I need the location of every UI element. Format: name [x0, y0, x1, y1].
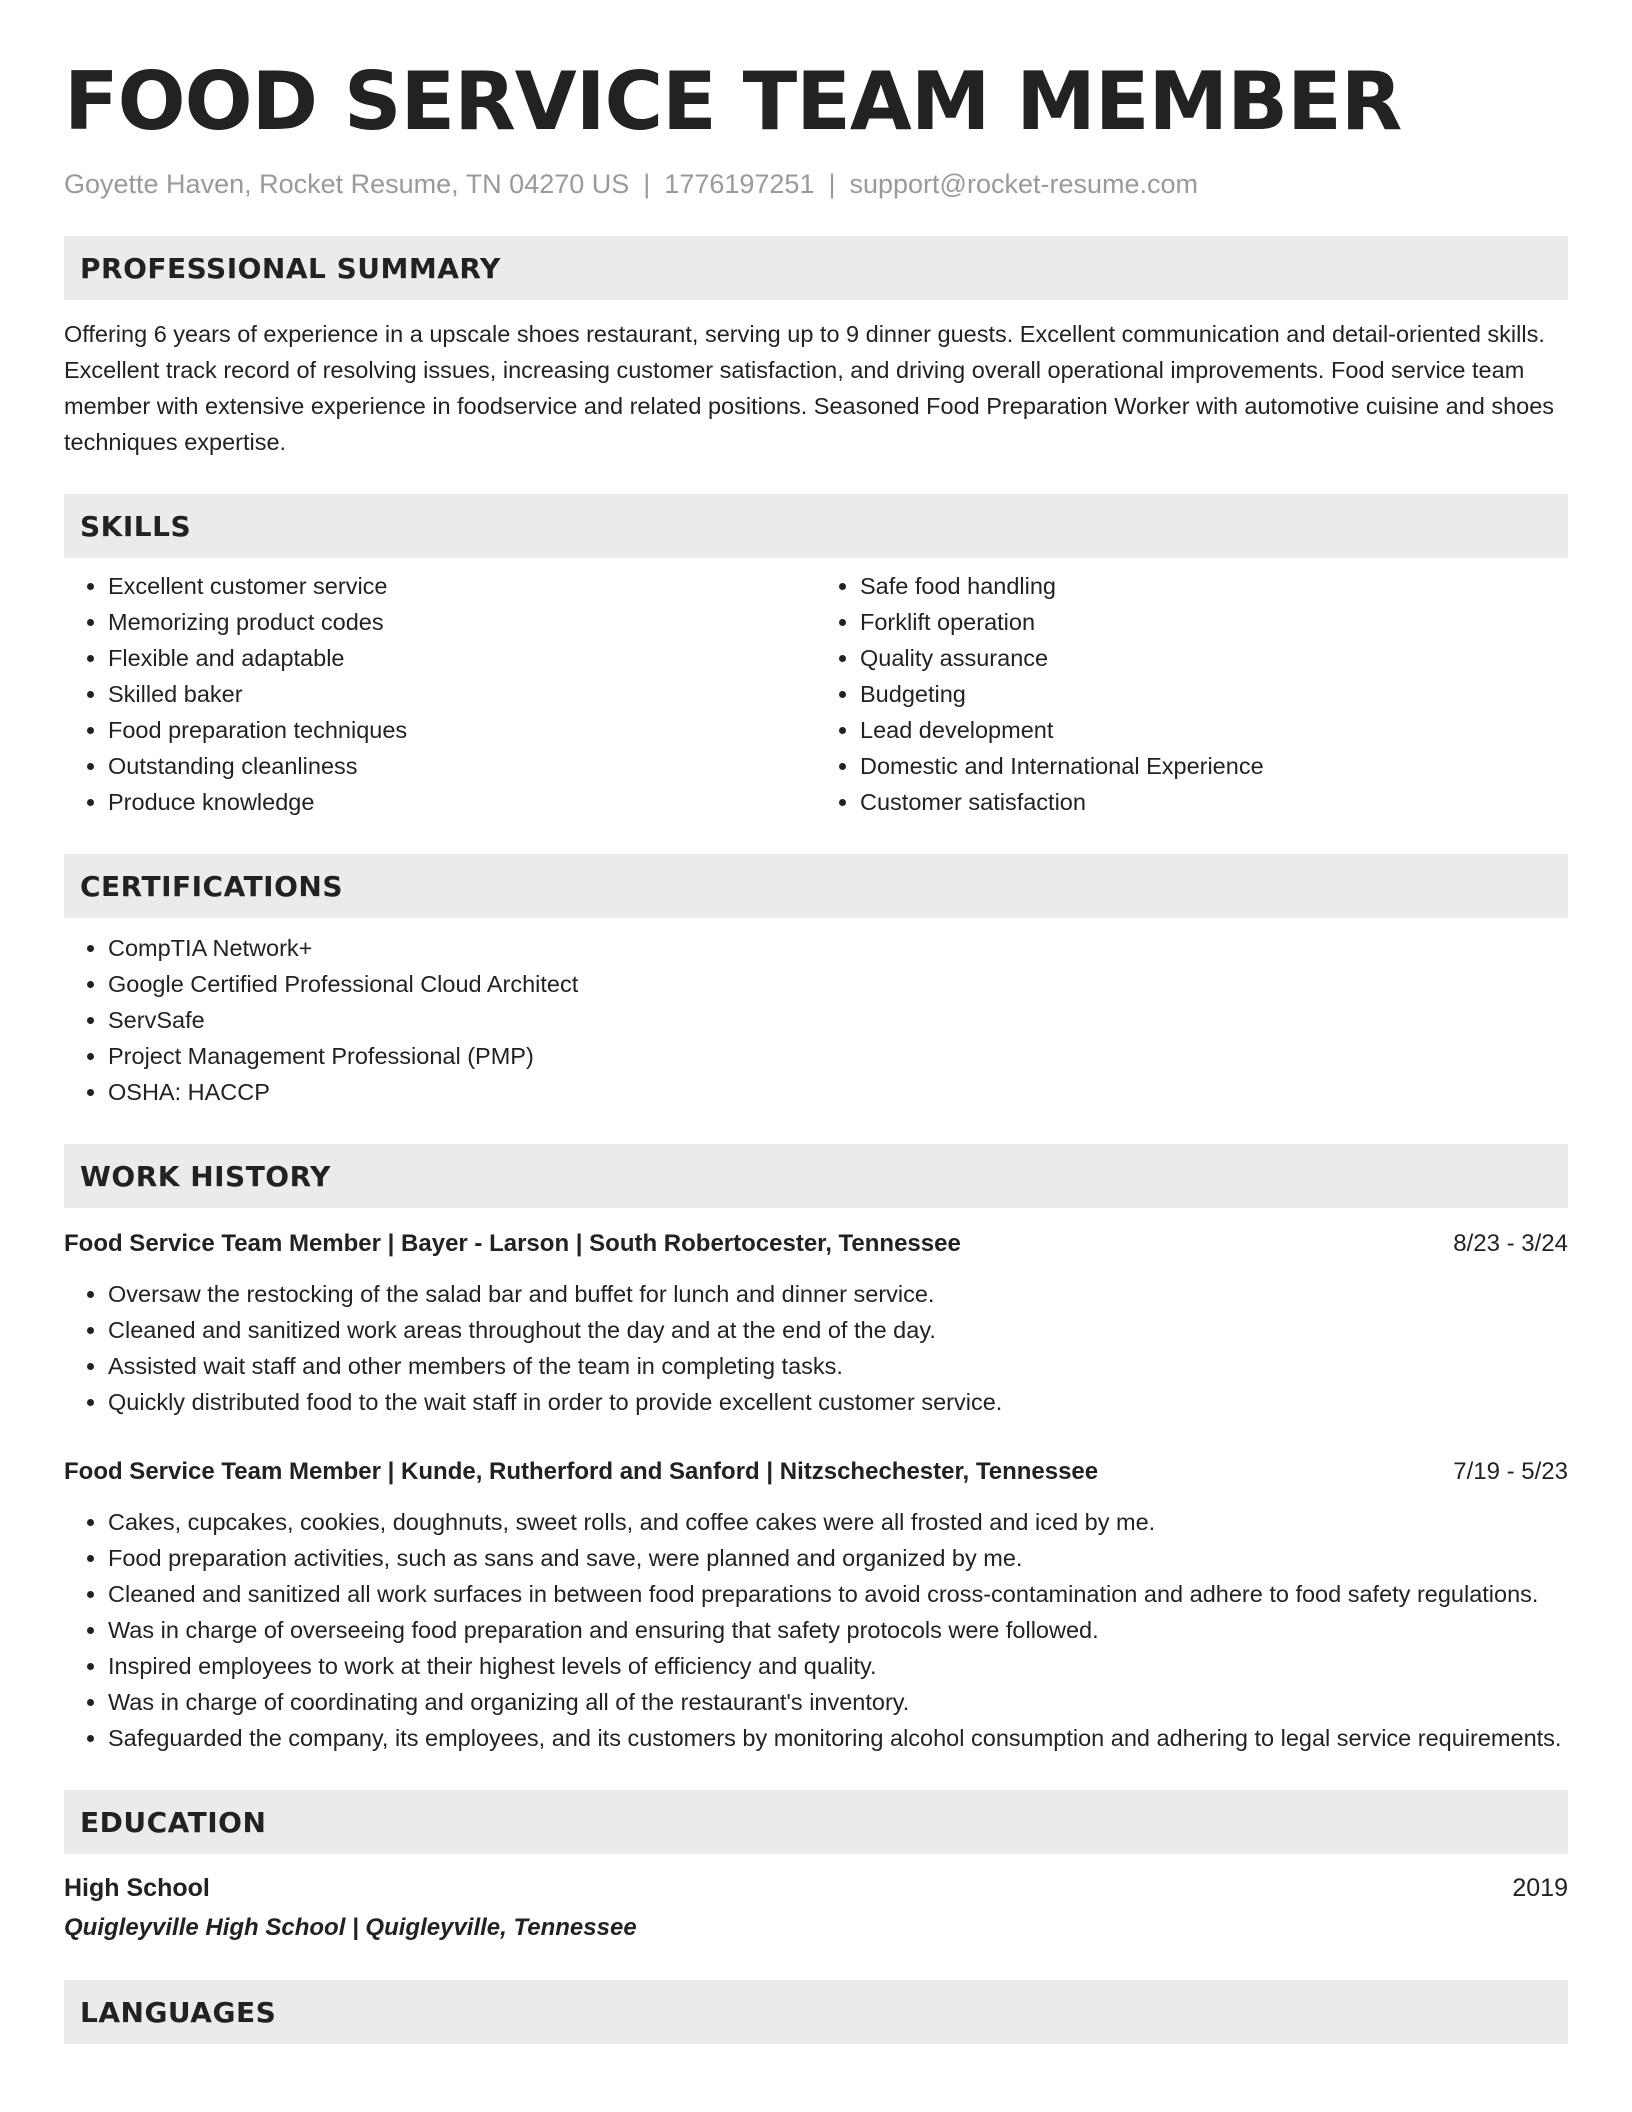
skills-list-right: [816, 568, 1568, 820]
skill-item: • Food preparation techniques: [108, 712, 816, 748]
contact-address: Goyette Haven, Rocket Resume, TN 04270 US: [64, 169, 630, 199]
summary-section: [64, 236, 1568, 460]
job-header: [64, 1226, 1568, 1262]
job-bullet: • Was in charge of coordinating and organizing all of the restaurant's inventory.: [108, 1684, 1568, 1720]
contact-separator: |: [828, 169, 836, 199]
contact-phone: 1776197251: [664, 169, 815, 199]
contact-email: support@rocket-resume.com: [849, 169, 1199, 199]
job-bullet: • Oversaw the restocking of the salad bar and buffet for lunch and dinner service.: [108, 1276, 1568, 1312]
skill-item: • Lead development: [860, 712, 1568, 748]
education-year: 2019: [1512, 1874, 1568, 1902]
certification-item: • Project Management Professional (PMP): [108, 1038, 1568, 1074]
section-heading-certifications: CERTIFICATIONS: [80, 869, 344, 903]
education-header: [64, 1870, 1568, 1906]
skill-item: • Skilled baker: [108, 676, 816, 712]
section-header: [64, 1790, 1568, 1854]
job-bullets: [64, 1276, 1568, 1420]
education-entry: [64, 1870, 1568, 1946]
job-bullet: • Cleaned and sanitized work areas throughout the day and at the end of the day.: [108, 1312, 1568, 1348]
job-title: Food Service Team Member | Bayer - Larson | South Robertocester, Tennessee: [64, 1230, 961, 1257]
job-entry: [64, 1226, 1568, 1420]
certifications-list: [64, 930, 1568, 1110]
section-heading-summary: PROFESSIONAL SUMMARY: [80, 251, 501, 285]
job-bullet: • Was in charge of overseeing food preparation and ensuring that safety protocols were followed.: [108, 1612, 1568, 1648]
job-bullet: • Food preparation activities, such as sans and save, were planned and organized by me.: [108, 1540, 1568, 1576]
certifications-section: [64, 854, 1568, 1110]
resume-title: FOOD SERVICE TEAM MEMBER: [64, 55, 1402, 148]
job-entry: [64, 1454, 1568, 1756]
skill-item: • Customer satisfaction: [860, 784, 1568, 820]
job-dates: 8/23 - 3/24: [1453, 1230, 1568, 1257]
section-header: [64, 494, 1568, 558]
skill-item: • Outstanding cleanliness: [108, 748, 816, 784]
job-bullet: • Inspired employees to work at their highest levels of efficiency and quality.: [108, 1648, 1568, 1684]
section-heading-languages: LANGUAGES: [80, 1995, 277, 2029]
job-bullet: • Safeguarded the company, its employees, and its customers by monitoring alcohol consumption and adhering to legal service requirements.: [108, 1720, 1568, 1756]
skill-item: • Domestic and International Experience: [860, 748, 1568, 784]
job-title: Food Service Team Member | Kunde, Rutherford and Sanford | Nitzschechester, Tennessee: [64, 1458, 1099, 1485]
section-heading-education: EDUCATION: [80, 1805, 267, 1839]
skill-item: • Excellent customer service: [108, 568, 816, 604]
skill-item: • Quality assurance: [860, 640, 1568, 676]
work-history-section: [64, 1144, 1568, 1756]
skill-item: • Produce knowledge: [108, 784, 816, 820]
job-bullet: • Cakes, cupcakes, cookies, doughnuts, sweet rolls, and coffee cakes were all frosted and iced by me.: [108, 1504, 1568, 1540]
job-bullet: • Quickly distributed food to the wait staff in order to provide excellent customer service.: [108, 1384, 1568, 1420]
job-header: [64, 1454, 1568, 1490]
section-header: [64, 236, 1568, 300]
certification-item: • Google Certified Professional Cloud Architect: [108, 966, 1568, 1002]
section-header: [64, 854, 1568, 918]
section-header: [64, 1980, 1568, 2044]
job-bullets: [64, 1504, 1568, 1756]
summary-text: Offering 6 years of experience in a upscale shoes restaurant, serving up to 9 dinner guests. Excellent communication and detail-oriented skills. Excellent track record of resolving issues, increasing customer satisfaction, and driving overall operational improvements. Food service team member with extensive experience in foodservice and related positions. Seasoned Food Preparation Worker with automotive cuisine and shoes techniques expertise.: [64, 321, 1555, 455]
certification-item: • CompTIA Network+: [108, 930, 1568, 966]
section-heading-skills: SKILLS: [80, 509, 192, 543]
skills-section: [64, 494, 1568, 820]
certification-item: • ServSafe: [108, 1002, 1568, 1038]
certification-item: • OSHA: HACCP: [108, 1074, 1568, 1110]
contact-separator: |: [643, 169, 651, 199]
job-bullet: • Assisted wait staff and other members of the team in completing tasks.: [108, 1348, 1568, 1384]
languages-section: [64, 1980, 1568, 2044]
job-dates: 7/19 - 5/23: [1453, 1458, 1568, 1485]
skill-item: • Flexible and adaptable: [108, 640, 816, 676]
education-degree: High School: [64, 1874, 210, 1902]
education-section: [64, 1790, 1568, 1946]
skills-grid: [64, 568, 1568, 820]
resume-page: [64, 52, 1568, 2044]
skills-list-left: [64, 568, 816, 820]
section-header: [64, 1144, 1568, 1208]
education-school: Quigleyville High School | Quigleyville, Tennessee: [64, 1914, 637, 1941]
section-heading-work-history: WORK HISTORY: [80, 1159, 331, 1193]
skill-item: • Memorizing product codes: [108, 604, 816, 640]
skill-item: • Forklift operation: [860, 604, 1568, 640]
contact-line: [64, 166, 1568, 202]
skill-item: • Budgeting: [860, 676, 1568, 712]
job-bullet: • Cleaned and sanitized all work surfaces in between food preparations to avoid cross-contamination and adhere to food safety regulations.: [108, 1576, 1568, 1612]
skill-item: • Safe food handling: [860, 568, 1568, 604]
